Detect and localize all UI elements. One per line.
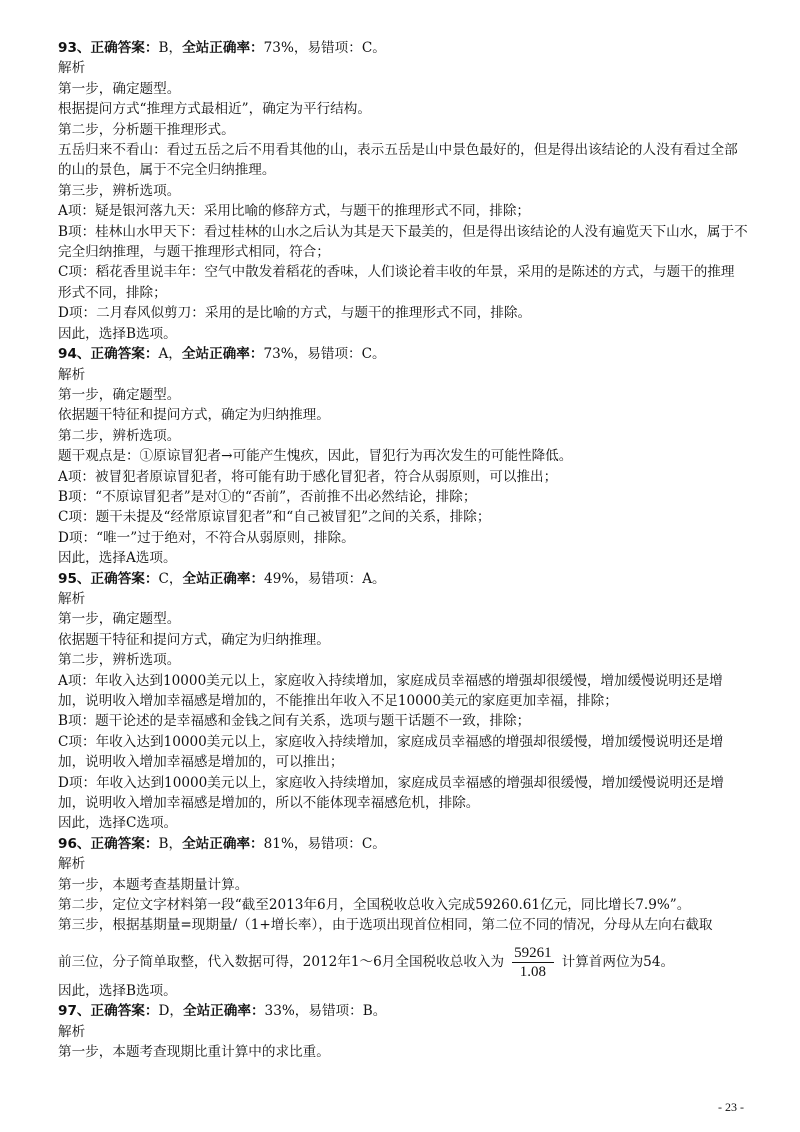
explanation-line: D项：年收入达到10000美元以上，家庭收入持续增加，家庭成员幸福感的增强却很缓慢，增加缓慢说明还是增加，说明收入增加幸福感是增加的，所以不能体现幸福感危机，排除。: [58, 774, 724, 812]
question-95-explanation: [58, 589, 748, 834]
explanation-line: 解析: [58, 366, 86, 383]
explanation-line: B项：“不原谅冒犯者”是对①的“否前”，否前推不出必然结论，排除；: [58, 488, 477, 505]
explanation-line: 解析: [58, 856, 86, 873]
explanation-line: B项：题干论述的是幸福感和金钱之间有关系，选项与题干话题不一致，排除；: [58, 713, 531, 730]
explanation-line: 第二步，辨析选项。: [58, 427, 181, 444]
explanation-line: 解析: [58, 60, 86, 77]
explanation-line: A项：年收入达到10000美元以上，家庭收入持续增加，家庭成员幸福感的增强却很缓慢，增加缓慢说明还是增加，说明收入增加幸福感是增加的，不能推出年收入不足10000美元的家庭更加幸福，排除；: [58, 672, 723, 709]
calculation-line: [58, 944, 748, 981]
explanation-line: 因此，选择A选项。: [58, 550, 177, 567]
question-97-header: 97、正确答案：D，全站正确率：33%，易错项：B。: [58, 1003, 387, 1020]
explanation-line: 第二步，定位文字材料第一段“截至2013年6月，全国税收总收入完成59260.61亿元，同比增长7.9%”。: [58, 897, 691, 914]
explanation-line: 第一步，确定题型。: [58, 386, 181, 403]
explanation-line: 第二步，分析题干推理形式。: [58, 121, 235, 138]
question-97-explanation: [58, 1022, 748, 1063]
question-95-header: 95、正确答案：C，全站正确率：49%，易错项：A。: [58, 570, 386, 587]
explanation-line: 第一步，本题考查现期比重计算中的求比重。: [58, 1044, 330, 1061]
explanation-line: 因此，选择C选项。: [58, 815, 178, 832]
explanation-line: 第一步，确定题型。: [58, 80, 181, 97]
explanation-line: 第三步，辨析选项。: [58, 182, 181, 199]
explanation-line: 解析: [58, 1023, 86, 1040]
question-93-explanation: [58, 58, 748, 344]
explanation-line: 因此，选择B选项。: [58, 325, 177, 342]
explanation-line: 依据题干特征和提问方式，确定为归纳推理。: [58, 407, 330, 424]
explanation-line: 题干观点是：①原谅冒犯者→可能产生愧疚，因此，冒犯行为再次发生的可能性降低。: [58, 448, 573, 465]
explanation-line: 第一步，确定题型。: [58, 611, 181, 628]
explanation-line: 解析: [58, 590, 86, 607]
explanation-line: C项：题干未提及“经常原谅冒犯者”和“自己被冒犯”之间的关系，排除；: [58, 509, 491, 526]
question-96-explanation: [58, 854, 748, 1001]
explanation-line: 第二步，辨析选项。: [58, 652, 181, 669]
question-94-explanation: [58, 365, 748, 569]
explanation-line: 第一步，本题考查基期量计算。: [58, 876, 249, 893]
explanation-line: D项：二月春风似剪刀：采用的是比喻的方式，与题干的推理形式不同，排除。: [58, 305, 532, 322]
explanation-line: A项：疑是银河落九天：采用比喻的修辞方式，与题干的推理形式不同，排除；: [58, 203, 531, 220]
explanation-line: 依据题干特征和提问方式，确定为归纳推理。: [58, 631, 330, 648]
explanation-line: D项：“唯一”过于绝对，不符合从弱原则，排除。: [58, 529, 355, 546]
explanation-line: C项：稻花香里说丰年：空气中散发着稻花的香味，人们谈论着丰收的年景，采用的是陈述的方式，与题干的推理形式不同，排除；: [58, 264, 735, 301]
explanation-line: C项：年收入达到10000美元以上，家庭收入持续增加，家庭成员幸福感的增强却很缓慢，增加缓慢说明还是增加，说明收入增加幸福感是增加的，可以推出；: [58, 733, 724, 771]
question-93-header: 93、正确答案：B，全站正确率：73%，易错项：C。: [58, 40, 386, 56]
explanation-line: 五岳归来不看山：看过五岳之后不用看其他的山，表示五岳是山中景色最好的，但是得出该结论的人没有看过全部的山的景色，属于不完全归纳推理。: [58, 142, 738, 179]
page-number: - 23 -: [718, 1100, 744, 1114]
explanation-line: 因此，选择B选项。: [58, 982, 177, 999]
explanation-line: 根据提问方式“推理方式最相近”，确定为平行结构。: [58, 101, 371, 118]
explanation-line: 第三步，根据基期量=现期量/（1+增长率），由于选项出现首位相同，第二位不同的情况，分母从左向右截取: [58, 917, 713, 934]
answer-explanations: [58, 38, 748, 1063]
fraction-numerator: 59261: [514, 944, 552, 961]
question-94-header: 94、正确答案：A，全站正确率：73%，易错项：C。: [58, 346, 386, 363]
question-96-header: 96、正确答案：B，全站正确率：81%，易错项：C。: [58, 835, 386, 852]
explanation-line: B项：桂林山水甲天下：看过桂林的山水之后认为其是天下最美的，但是得出该结论的人没有遍览天下山水，属于不完全归纳推理，与题干推理形式相同，符合；: [58, 223, 748, 261]
explanation-line: A项：被冒犯者原谅冒犯者，将可能有助于感化冒犯者，符合从弱原则，可以推出；: [58, 468, 558, 485]
calculation-text-after: 计算首两位为54。: [561, 953, 675, 970]
fraction: [512, 944, 554, 981]
calculation-text-before: 前三位，分子简单取整，代入数据可得，2012年1～6月全国税收总收入为: [58, 953, 505, 970]
fraction-denominator: 1.08: [519, 963, 546, 980]
